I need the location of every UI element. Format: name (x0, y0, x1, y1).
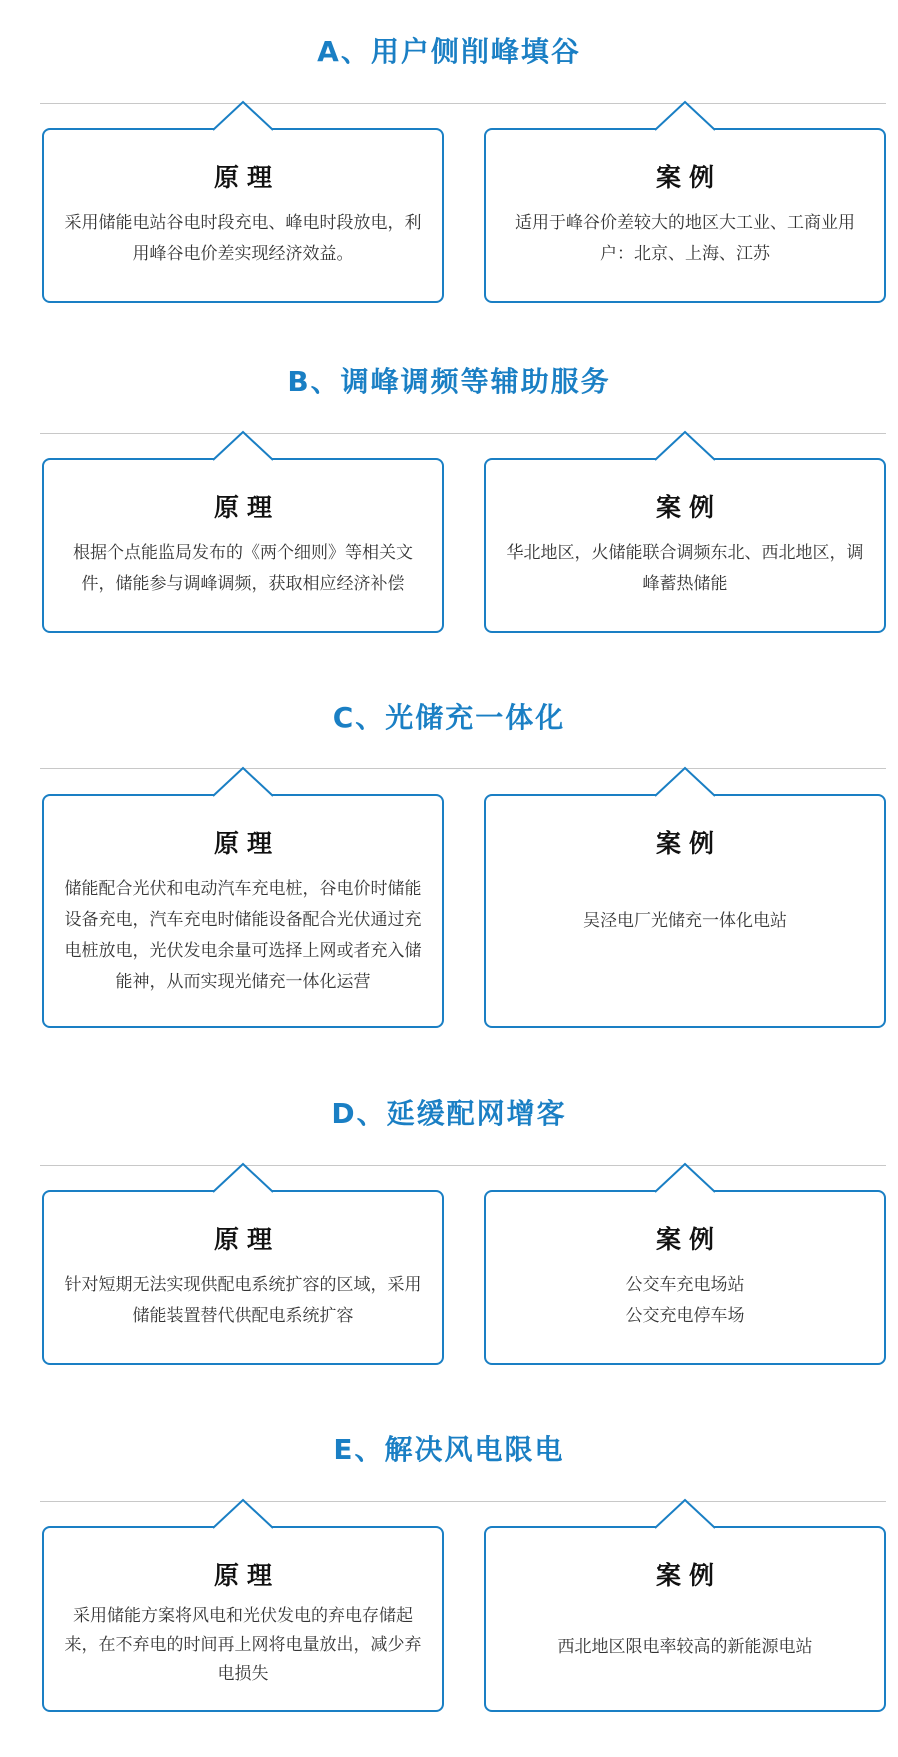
case-label: 案例 (655, 829, 722, 858)
card-notch-pointer (655, 1498, 715, 1530)
principle-text: 采用储能电站谷电时段充电、峰电时段放电，利用峰谷电价差实现经济效益。 (64, 213, 422, 264)
case-label: 案例 (655, 163, 722, 192)
section-title: C、光储充一体化 (332, 701, 566, 734)
principle-text: 采用储能方案将风电和光伏发电的弃电存储起来，在不弃电的时间再上网将电量放出，减少弃电损失 (64, 1606, 422, 1684)
section-title: D、延缓配网增客 (331, 1097, 567, 1130)
case-text: 吴泾电厂光储充一体化电站 (583, 911, 787, 931)
case-label: 案例 (655, 493, 722, 522)
principle-label: 原理 (213, 163, 280, 192)
principle-text: 储能配合光伏和电动汽车充电桩，谷电价时储能设备充电，汽车充电时储能设备配合光伏通过充电桩放电，光伏发电余量可选择上网或者充入储能神，从而实现光储充一体化运营 (64, 879, 422, 992)
case-text: 西北地区限电率较高的新能源电站 (557, 1637, 813, 1657)
case-text: 华北地区，火储能联合调频东北、西北地区，调峰蓄热储能 (506, 543, 864, 594)
card-notch-pointer (213, 1498, 273, 1530)
section-title: A、用户侧削峰填谷 (317, 35, 581, 68)
section-title: E、解决风电限电 (333, 1433, 565, 1466)
case-label: 案例 (655, 1225, 722, 1254)
section-title: B、调峰调频等辅助服务 (287, 365, 611, 398)
principle-label: 原理 (213, 1561, 280, 1590)
principle-label: 原理 (213, 493, 280, 522)
case-text: 公交车充电场站 公交充电停车场 (625, 1275, 745, 1326)
principle-text: 根据个点能监局发布的《两个细则》等相关文件，储能参与调峰调频，获取相应经济补偿 (73, 543, 413, 594)
principle-label: 原理 (213, 829, 280, 858)
case-label: 案例 (655, 1561, 722, 1590)
case-text: 适用于峰谷价差较大的地区大工业、工商业用户：北京、上海、江苏 (515, 213, 855, 264)
case-card (484, 1526, 886, 1712)
principle-card (42, 1526, 444, 1712)
section-divider (40, 1501, 886, 1502)
principle-label: 原理 (213, 1225, 280, 1254)
principle-text: 针对短期无法实现供配电系统扩容的区域，采用储能装置替代供配电系统扩容 (64, 1275, 422, 1326)
